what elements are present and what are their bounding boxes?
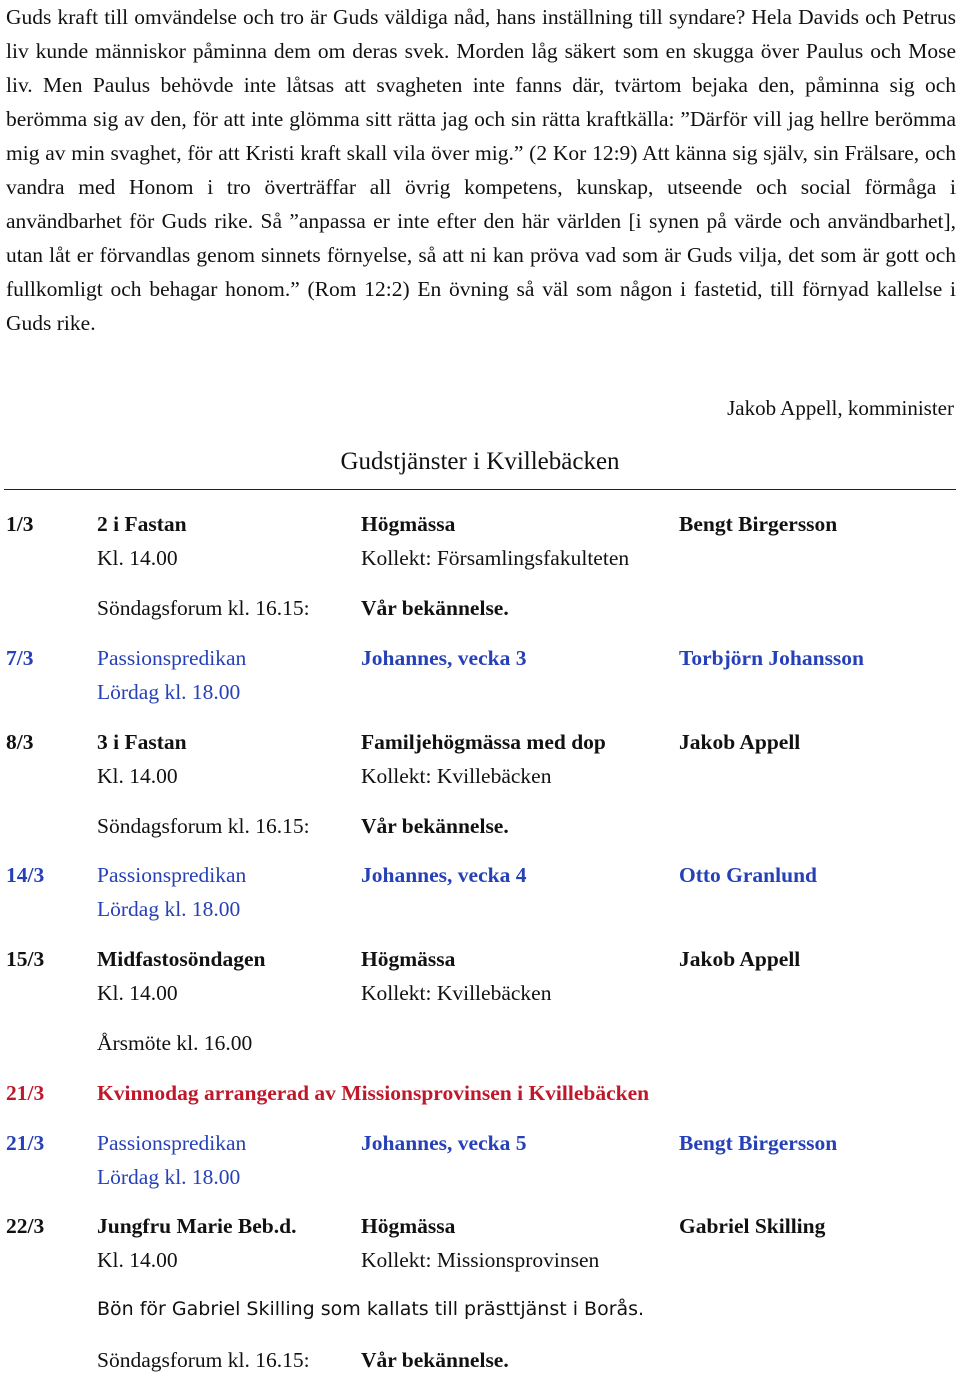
row-collect: Kollekt: Kvillebäcken [361, 981, 552, 1005]
row-date: 8/3 [6, 730, 34, 754]
forum-label: Söndagsforum kl. 16.15: [97, 814, 310, 838]
row-service: Johannes, vecka 5 [361, 1131, 527, 1155]
forum-label: Söndagsforum kl. 16.15: [97, 596, 310, 620]
forum-topic: Vår bekännelse. [361, 1348, 509, 1372]
row-date: 1/3 [6, 512, 34, 536]
row-date: 22/3 [6, 1214, 45, 1238]
row-time: Lördag kl. 18.00 [97, 680, 241, 704]
note-text: Bön för Gabriel Skilling som kallats till prästtjänst i Borås. [97, 1298, 645, 1320]
row-leader: Otto Granlund [679, 863, 817, 887]
row-day: 2 i Fastan [97, 512, 187, 536]
forum-topic: Vår bekännelse. [361, 596, 509, 620]
intro-text-part1: Guds kraft till omvändelse och tro är Guds väldiga nåd, hans inställning till syndare? Hela Davids och Petrus liv kunde människor påminna dem om deras svek. Morden låg säkert som en skugga över Paulus och Mose liv. Men Paulus behövde inte låtsas att svagheten inte fanns där, tvärtom bejaka den, påminna sig och berömma sig av den, för att inte glömma sitt rätta jag och sin rätta kraftkälla: ”Därför vill jag hellre berömma mig av min svaghet, för att Kristi kraft skall vila över mig.” [6, 5, 956, 165]
row-leader: Jakob Appell [679, 730, 801, 754]
row-time: Lördag kl. 18.00 [97, 1165, 241, 1189]
row-service: Högmässa [361, 512, 456, 536]
row-time: Kl. 14.00 [97, 764, 178, 788]
schedule-heading: Gudstjänster i Kvillebäcken [340, 448, 620, 475]
row-leader: Jakob Appell [679, 947, 801, 971]
row-leader: Bengt Birgersson [679, 1131, 838, 1155]
row-date: 7/3 [6, 646, 34, 670]
row-leader: Torbjörn Johansson [679, 646, 865, 670]
forum-label: Söndagsforum kl. 16.15: [97, 1348, 310, 1372]
row-time: Lördag kl. 18.00 [97, 897, 241, 921]
row-date: 21/3 [6, 1131, 45, 1155]
row-collect: Kollekt: Kvillebäcken [361, 764, 552, 788]
row-day: Passionspredikan [97, 863, 247, 887]
row-time: Kl. 14.00 [97, 981, 178, 1005]
row-day: Midfastosöndagen [97, 947, 266, 971]
row-day: 3 i Fastan [97, 730, 187, 754]
forum-topic: Vår bekännelse. [361, 814, 509, 838]
signature: Jakob Appell, komminister [727, 396, 954, 420]
note-text: Årsmöte kl. 16.00 [97, 1031, 253, 1055]
heading-rule [4, 489, 956, 490]
row-day: Passionspredikan [97, 646, 247, 670]
row-service: Familjehögmässa med dop [361, 730, 606, 754]
row-date: 21/3 [6, 1081, 45, 1105]
row-date: 14/3 [6, 863, 45, 887]
row-collect: Kollekt: Missionsprovinsen [361, 1248, 600, 1272]
row-leader: Bengt Birgersson [679, 512, 838, 536]
row-time: Kl. 14.00 [97, 546, 178, 570]
row-date: 15/3 [6, 947, 45, 971]
row-collect: Kollekt: Församlingsfakulteten [361, 546, 630, 570]
intro-text-part2: (2 Kor 12:9) Att känna sig själv, sin Frälsare, och vandra med Honom i tro överträffar all övrig kompetens, kunskap, utseende och social förmåga i användbarhet för Guds rike. Så ”anpassa er inte efter den här världen [i synen på värde och användbarhet], utan låt er förvandlas genom sinnets förnyelse, så att ni kan pröva vad som är Guds vilja, det som är gott och fullkomligt och behagar honom.” (Rom 12:2) En övning så väl som någon i fastetid, till förnyad kallelse i Guds rike. [6, 141, 956, 335]
event-text: Kvinnodag arrangerad av Missionsprovinsen i Kvillebäcken [97, 1081, 650, 1105]
row-service: Johannes, vecka 3 [361, 646, 527, 670]
row-service: Johannes, vecka 4 [361, 863, 527, 887]
row-day: Passionspredikan [97, 1131, 247, 1155]
row-day: Jungfru Marie Beb.d. [97, 1214, 297, 1238]
row-time: Kl. 14.00 [97, 1248, 178, 1272]
row-service: Högmässa [361, 1214, 456, 1238]
row-leader: Gabriel Skilling [679, 1214, 826, 1238]
intro-paragraph [6, 0, 956, 340]
row-service: Högmässa [361, 947, 456, 971]
